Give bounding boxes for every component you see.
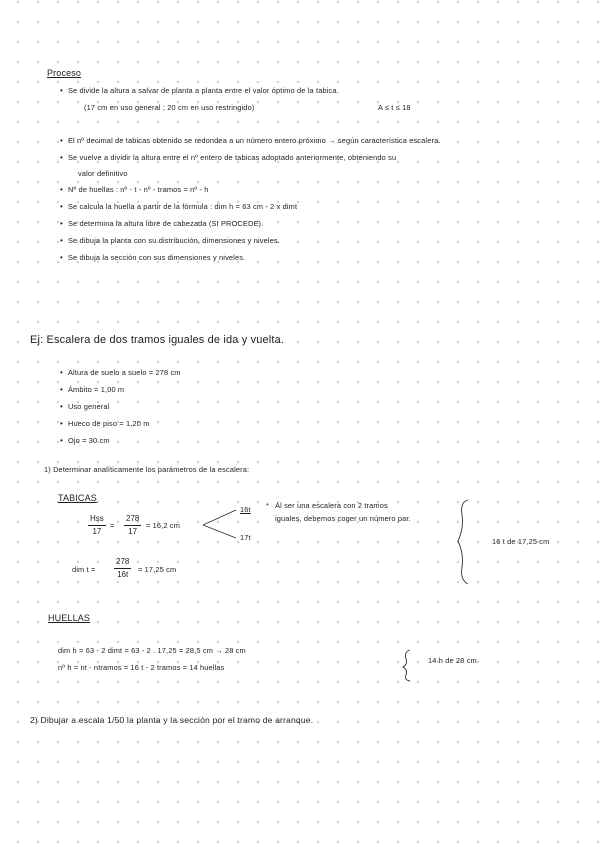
fraction-278-16t — [114, 558, 131, 579]
tabica-choice-lines — [203, 510, 236, 538]
huellas-brace — [403, 650, 410, 681]
proceso-bullet-3-cont: valor definitivo — [78, 169, 128, 178]
proceso-bullet-1: • Se divide la altura a salvar de planta a planta entre el valor óptimo de la tabica. — [60, 87, 339, 95]
huellas-summary: 14 h de 28 cm — [428, 656, 477, 665]
fraction-denominator: 17 — [128, 527, 138, 536]
parity-note-2: iguales, debemos coger un número par. — [275, 514, 411, 523]
proceso-heading: Proceso — [47, 68, 82, 78]
dato-ambito: • Ámbito = 1,00 m — [60, 386, 124, 394]
dato-hueco: • Hueco de piso = 1,20 m — [60, 420, 150, 428]
ejercicio-title: Ej: Escalera de dos tramos iguales de ida y vuelta. — [30, 334, 285, 346]
tabicas-summary: 16 t de 17,25 cm — [492, 537, 550, 546]
asterisk: * — [266, 501, 270, 510]
huella-formula: dim h = 63 - 2 dimt = 63 - 2 . 17,25 = 28,5 cm → 28 cm — [58, 646, 246, 655]
tabicas-heading: TABICAS — [58, 493, 97, 503]
equals-sign: = — [110, 521, 115, 530]
dimt-result: = 17,25 cm — [138, 565, 177, 574]
huella-count: nº h = nt - ntramos = 16 t - 2 tramos = 14 huellas — [58, 663, 225, 672]
option-16t: 16t — [240, 505, 251, 514]
proceso-bullet-6: • Se determina la altura libre de cabezada (SI PROCEDE). — [60, 220, 263, 228]
proceso-bullet-8: • Se dibuja la sección con sus dimensiones y niveles. — [60, 254, 245, 262]
step-1: 1) Determinar analíticamente los parámetros de la escalera: — [44, 465, 250, 474]
proceso-bullet-3: • Se vuelve a dividir la altura entre el nº entero de tabicas adoptado anteriormente, obteniendo su — [60, 154, 396, 162]
proceso-range: A ≤ t ≤ 18 — [378, 103, 411, 112]
proceso-bullet-2: • El nº decimal de tabicas obtenido se redondea a un número entero próximo → según característica escalera. — [60, 137, 441, 145]
fraction-numerator: Hss — [88, 515, 106, 526]
dato-ojo: • Ojo = 30 cm — [60, 437, 110, 445]
fraction-hss-17 — [88, 515, 106, 536]
step-2: 2) Dibujar a escala 1/50 la planta y la sección por el tramo de arranque. — [30, 715, 314, 725]
fraction-numerator: 278 — [114, 558, 131, 569]
dato-uso: • Uso general — [60, 403, 109, 411]
huellas-heading: HUELLAS — [48, 613, 91, 623]
tabica-result: = 16,2 cm — [146, 521, 181, 530]
proceso-bullet-1-cont: (17 cm en uso general ; 20 cm en uso restringido) — [84, 103, 255, 112]
fraction-278-17 — [124, 515, 141, 536]
fraction-denominator: 16t — [117, 570, 129, 579]
dimt-label: dim t = — [72, 565, 96, 574]
choice-brace — [458, 500, 468, 584]
proceso-bullet-5: • Se calcula la huella a partir de la fórmula : dim h = 63 cm - 2 x dimt — [60, 203, 297, 211]
option-17t: 17t — [240, 533, 251, 542]
proceso-bullet-7: • Se dibuja la planta con su distribución, dimensiones y niveles. — [60, 237, 280, 245]
dato-altura: • Altura de suelo a suelo = 278 cm — [60, 369, 181, 377]
proceso-bullet-4: • Nº de huellas : nº - t - nº - tramos = nº - h — [60, 186, 209, 194]
parity-note-1: Al ser una escalera con 2 tramos — [275, 501, 388, 510]
fraction-numerator: 278 — [124, 515, 141, 526]
fraction-denominator: 17 — [92, 527, 102, 536]
